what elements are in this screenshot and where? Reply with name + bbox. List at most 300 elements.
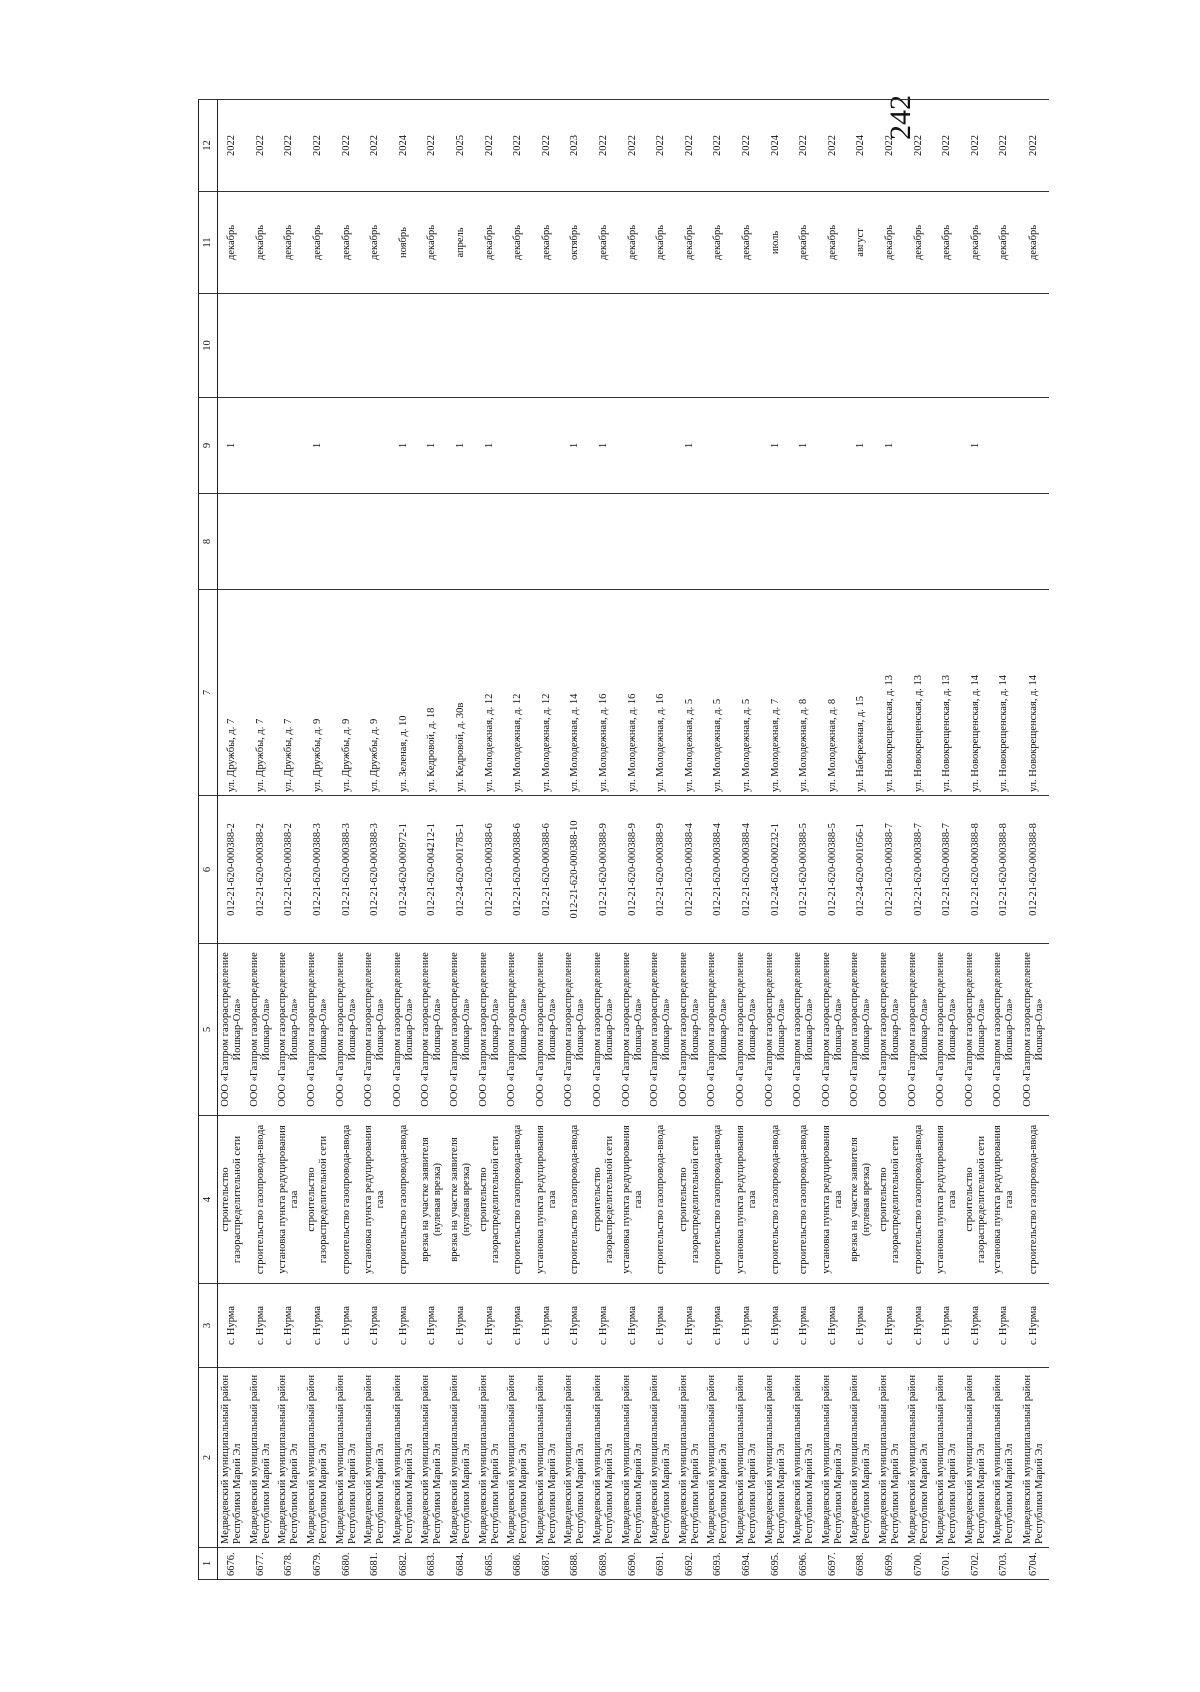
code-cell: 012-21-620-000388-3: [361, 796, 390, 944]
row-number: 6683.: [418, 1548, 447, 1580]
column-9-cell: 1: [475, 398, 504, 494]
table-row: [676, 100, 705, 1580]
column-8-cell: [647, 494, 676, 590]
organization-cell: ООО «Газпром газораспределение Йошкар-Ола»: [247, 944, 276, 1116]
column-9-cell: 1: [790, 398, 819, 494]
address-cell: ул. Новокрещенская, д. 14: [961, 590, 990, 796]
code-cell: 012-21-620-000388-10: [561, 796, 590, 944]
column-10-cell: [818, 294, 847, 398]
year-cell: 2022: [733, 100, 762, 192]
column-9-cell: [818, 398, 847, 494]
row-number: 6694.: [733, 1548, 762, 1580]
settlement-cell: с. Нурма: [218, 1284, 247, 1368]
address-cell: ул. Молодежная, д. 14: [561, 590, 590, 796]
column-header: 7: [199, 590, 218, 796]
row-number: 6693.: [704, 1548, 733, 1580]
column-10-cell: [332, 294, 361, 398]
month-cell: декабрь: [475, 192, 504, 294]
column-9-cell: 1: [590, 398, 619, 494]
column-10-cell: [361, 294, 390, 398]
table-row: [847, 100, 876, 1580]
month-cell: декабрь: [304, 192, 333, 294]
column-10-cell: [676, 294, 705, 398]
month-cell: декабрь: [733, 192, 762, 294]
year-cell: 2024: [761, 100, 790, 192]
row-number: 6689.: [590, 1548, 619, 1580]
column-8-cell: [561, 494, 590, 590]
organization-cell: ООО «Газпром газораспределение Йошкар-Ола»: [676, 944, 705, 1116]
organization-cell: ООО «Газпром газораспределение Йошкар-Ола»: [418, 944, 447, 1116]
organization-cell: ООО «Газпром газораспределение Йошкар-Ола»: [332, 944, 361, 1116]
address-cell: ул. Дружбы, д. 9: [361, 590, 390, 796]
row-number: 6700.: [904, 1548, 933, 1580]
organization-cell: ООО «Газпром газораспределение Йошкар-Ола»: [933, 944, 962, 1116]
table-row: [990, 100, 1019, 1580]
address-cell: ул. Кедровой, д. 18: [418, 590, 447, 796]
year-cell: 2022: [504, 100, 533, 192]
row-number: 6687.: [533, 1548, 562, 1580]
organization-cell: ООО «Газпром газораспределение Йошкар-Ола»: [590, 944, 619, 1116]
column-8-cell: [390, 494, 419, 590]
table-row: [761, 100, 790, 1580]
column-8-cell: [933, 494, 962, 590]
table-row: [361, 100, 390, 1580]
work-type-cell: строительство газопровода-ввода: [332, 1116, 361, 1284]
work-type-cell: установка пункта редуцирования газа: [933, 1116, 962, 1284]
row-number: 6697.: [818, 1548, 847, 1580]
column-9-cell: 1: [390, 398, 419, 494]
address-cell: ул. Новокрещенская, д. 14: [990, 590, 1019, 796]
year-cell: 2022: [247, 100, 276, 192]
month-cell: декабрь: [504, 192, 533, 294]
year-cell: 2022: [704, 100, 733, 192]
column-10-cell: [304, 294, 333, 398]
address-cell: ул. Молодежная, д. 12: [504, 590, 533, 796]
column-8-cell: [904, 494, 933, 590]
year-cell: 2022: [475, 100, 504, 192]
district-cell: Медведевский муниципальный район Республики Марий Эл: [561, 1368, 590, 1548]
organization-cell: ООО «Газпром газораспределение Йошкар-Ола»: [304, 944, 333, 1116]
column-9-cell: 1: [418, 398, 447, 494]
column-9-cell: [733, 398, 762, 494]
year-cell: 2022: [876, 100, 905, 192]
row-number: 6690.: [618, 1548, 647, 1580]
code-cell: 012-21-620-000388-6: [533, 796, 562, 944]
month-cell: декабрь: [818, 192, 847, 294]
column-10-cell: [876, 294, 905, 398]
row-number: 6685.: [475, 1548, 504, 1580]
address-cell: ул. Дружбы, д. 7: [218, 590, 247, 796]
code-cell: 012-21-620-000388-8: [961, 796, 990, 944]
column-8-cell: [332, 494, 361, 590]
year-cell: 2022: [647, 100, 676, 192]
row-number: 6699.: [876, 1548, 905, 1580]
column-8-cell: [818, 494, 847, 590]
district-cell: Медведевский муниципальный район Республики Марий Эл: [447, 1368, 476, 1548]
district-cell: Медведевский муниципальный район Республики Марий Эл: [990, 1368, 1019, 1548]
settlement-cell: с. Нурма: [761, 1284, 790, 1368]
year-cell: 2022: [904, 100, 933, 192]
year-cell: 2022: [818, 100, 847, 192]
month-cell: декабрь: [218, 192, 247, 294]
column-8-cell: [876, 494, 905, 590]
table-row: [1019, 100, 1049, 1580]
table-row: [590, 100, 619, 1580]
column-8-cell: [618, 494, 647, 590]
district-cell: Медведевский муниципальный район Республики Марий Эл: [647, 1368, 676, 1548]
year-cell: 2025: [447, 100, 476, 192]
work-type-cell: врезка на участке заявителя (нулевая врезка): [847, 1116, 876, 1284]
column-10-cell: [704, 294, 733, 398]
year-cell: 2023: [561, 100, 590, 192]
address-cell: ул. Молодежная, д. 7: [761, 590, 790, 796]
column-9-cell: 1: [876, 398, 905, 494]
district-cell: Медведевский муниципальный район Республики Марий Эл: [818, 1368, 847, 1548]
organization-cell: ООО «Газпром газораспределение Йошкар-Ола»: [761, 944, 790, 1116]
column-8-cell: [533, 494, 562, 590]
column-header: 5: [199, 944, 218, 1116]
address-cell: ул. Молодежная, д. 5: [733, 590, 762, 796]
address-cell: ул. Новокрещенская, д. 13: [904, 590, 933, 796]
month-cell: декабрь: [275, 192, 304, 294]
column-8-cell: [218, 494, 247, 590]
column-8-cell: [847, 494, 876, 590]
table-row: [332, 100, 361, 1580]
work-type-cell: строительство газораспределительной сети: [590, 1116, 619, 1284]
district-cell: Медведевский муниципальный район Республики Марий Эл: [761, 1368, 790, 1548]
column-9-cell: [247, 398, 276, 494]
column-10-cell: [618, 294, 647, 398]
settlement-cell: с. Нурма: [332, 1284, 361, 1368]
code-cell: 012-24-620-001785-1: [447, 796, 476, 944]
settlement-cell: с. Нурма: [475, 1284, 504, 1368]
column-8-cell: [361, 494, 390, 590]
column-10-cell: [218, 294, 247, 398]
address-cell: ул. Молодежная, д. 5: [676, 590, 705, 796]
code-cell: 012-21-620-000388-9: [647, 796, 676, 944]
settlement-cell: с. Нурма: [618, 1284, 647, 1368]
district-cell: Медведевский муниципальный район Республики Марий Эл: [275, 1368, 304, 1548]
work-type-cell: строительство газопровода-ввода: [904, 1116, 933, 1284]
address-cell: ул. Молодежная, д. 8: [818, 590, 847, 796]
settlement-cell: с. Нурма: [390, 1284, 419, 1368]
settlement-cell: с. Нурма: [647, 1284, 676, 1368]
month-cell: декабрь: [961, 192, 990, 294]
table-row: [218, 100, 247, 1580]
organization-cell: ООО «Газпром газораспределение Йошкар-Ола»: [647, 944, 676, 1116]
column-8-cell: [475, 494, 504, 590]
organization-cell: ООО «Газпром газораспределение Йошкар-Ола»: [847, 944, 876, 1116]
column-9-cell: [1019, 398, 1049, 494]
row-number: 6678.: [275, 1548, 304, 1580]
address-cell: ул. Набережная, д. 15: [847, 590, 876, 796]
work-type-cell: строительство газопровода-ввода: [647, 1116, 676, 1284]
code-cell: 012-21-620-000388-4: [733, 796, 762, 944]
code-cell: 012-21-620-000388-8: [1019, 796, 1049, 944]
work-type-cell: врезка на участке заявителя (нулевая врезка): [418, 1116, 447, 1284]
month-cell: апрель: [447, 192, 476, 294]
month-cell: декабрь: [876, 192, 905, 294]
settlement-cell: с. Нурма: [1019, 1284, 1049, 1368]
code-cell: 012-21-620-000388-4: [676, 796, 705, 944]
district-cell: Медведевский муниципальный район Республики Марий Эл: [475, 1368, 504, 1548]
column-8-cell: [504, 494, 533, 590]
column-header: 11: [199, 192, 218, 294]
month-cell: декабрь: [904, 192, 933, 294]
district-cell: Медведевский муниципальный район Республики Марий Эл: [1019, 1368, 1049, 1548]
year-cell: 2024: [847, 100, 876, 192]
column-8-cell: [676, 494, 705, 590]
district-cell: Медведевский муниципальный район Республики Марий Эл: [504, 1368, 533, 1548]
table-row: [790, 100, 819, 1580]
work-type-cell: строительство газораспределительной сети: [304, 1116, 333, 1284]
month-cell: июль: [761, 192, 790, 294]
address-cell: ул. Новокрещенская, д. 13: [933, 590, 962, 796]
month-cell: декабрь: [647, 192, 676, 294]
table-row: [447, 100, 476, 1580]
row-number: 6703.: [990, 1548, 1019, 1580]
code-cell: 012-21-620-000388-7: [904, 796, 933, 944]
row-number: 6680.: [332, 1548, 361, 1580]
month-cell: декабрь: [704, 192, 733, 294]
column-10-cell: [961, 294, 990, 398]
address-cell: ул. Дружбы, д. 9: [304, 590, 333, 796]
code-cell: 012-24-620-001056-1: [847, 796, 876, 944]
column-8-cell: [247, 494, 276, 590]
column-10-cell: [504, 294, 533, 398]
organization-cell: ООО «Газпром газораспределение Йошкар-Ола»: [361, 944, 390, 1116]
settlement-cell: с. Нурма: [818, 1284, 847, 1368]
settlement-cell: с. Нурма: [933, 1284, 962, 1368]
table-row: [504, 100, 533, 1580]
code-cell: 012-21-620-000388-7: [876, 796, 905, 944]
organization-cell: ООО «Газпром газораспределение Йошкар-Ола»: [218, 944, 247, 1116]
year-cell: 2022: [790, 100, 819, 192]
district-cell: Медведевский муниципальный район Республики Марий Эл: [304, 1368, 333, 1548]
month-cell: ноябрь: [390, 192, 419, 294]
table-row: [733, 100, 762, 1580]
row-number: 6695.: [761, 1548, 790, 1580]
column-9-cell: 1: [761, 398, 790, 494]
month-cell: декабрь: [533, 192, 562, 294]
month-cell: октябрь: [561, 192, 590, 294]
work-type-cell: строительство газопровода-ввода: [761, 1116, 790, 1284]
district-cell: Медведевский муниципальный район Республики Марий Эл: [247, 1368, 276, 1548]
code-cell: 012-21-620-000388-2: [218, 796, 247, 944]
column-number-row: [199, 100, 218, 1580]
organization-cell: ООО «Газпром газораспределение Йошкар-Ола»: [904, 944, 933, 1116]
year-cell: 2022: [361, 100, 390, 192]
address-cell: ул. Зеленая, д. 10: [390, 590, 419, 796]
district-cell: Медведевский муниципальный район Республики Марий Эл: [876, 1368, 905, 1548]
table-row: [475, 100, 504, 1580]
work-type-cell: строительство газораспределительной сети: [876, 1116, 905, 1284]
month-cell: декабрь: [247, 192, 276, 294]
column-8-cell: [447, 494, 476, 590]
district-cell: Медведевский муниципальный район Республики Марий Эл: [961, 1368, 990, 1548]
year-cell: 2022: [275, 100, 304, 192]
organization-cell: ООО «Газпром газораспределение Йошкар-Ола»: [876, 944, 905, 1116]
settlement-cell: с. Нурма: [704, 1284, 733, 1368]
column-8-cell: [990, 494, 1019, 590]
row-number: 6696.: [790, 1548, 819, 1580]
year-cell: 2022: [418, 100, 447, 192]
column-9-cell: 1: [447, 398, 476, 494]
month-cell: декабрь: [332, 192, 361, 294]
organization-cell: ООО «Газпром газораспределение Йошкар-Ола»: [447, 944, 476, 1116]
work-type-cell: установка пункта редуцирования газа: [533, 1116, 562, 1284]
organization-cell: ООО «Газпром газораспределение Йошкар-Ола»: [733, 944, 762, 1116]
table-row: [390, 100, 419, 1580]
column-9-cell: [361, 398, 390, 494]
column-8-cell: [961, 494, 990, 590]
column-9-cell: [933, 398, 962, 494]
table-row: [818, 100, 847, 1580]
code-cell: 012-21-620-000388-6: [504, 796, 533, 944]
code-cell: 012-21-620-000388-9: [590, 796, 619, 944]
settlement-cell: с. Нурма: [847, 1284, 876, 1368]
row-number: 6676.: [218, 1548, 247, 1580]
column-10-cell: [990, 294, 1019, 398]
address-cell: ул. Молодежная, д. 5: [704, 590, 733, 796]
month-cell: декабрь: [790, 192, 819, 294]
work-type-cell: установка пункта редуцирования газа: [818, 1116, 847, 1284]
address-cell: ул. Молодежная, д. 8: [790, 590, 819, 796]
district-cell: Медведевский муниципальный район Республики Марий Эл: [847, 1368, 876, 1548]
row-number: 6681.: [361, 1548, 390, 1580]
work-type-cell: строительство газопровода-ввода: [247, 1116, 276, 1284]
column-10-cell: [847, 294, 876, 398]
column-8-cell: [704, 494, 733, 590]
district-cell: Медведевский муниципальный район Республики Марий Эл: [904, 1368, 933, 1548]
column-9-cell: [618, 398, 647, 494]
table-row: [275, 100, 304, 1580]
column-10-cell: [390, 294, 419, 398]
organization-cell: ООО «Газпром газораспределение Йошкар-Ола»: [533, 944, 562, 1116]
column-header: 2: [199, 1368, 218, 1548]
district-cell: Медведевский муниципальный район Республики Марий Эл: [790, 1368, 819, 1548]
code-cell: 012-21-620-000388-8: [990, 796, 1019, 944]
district-cell: Медведевский муниципальный район Республики Марий Эл: [676, 1368, 705, 1548]
address-cell: ул. Новокрещенская, д. 14: [1019, 590, 1049, 796]
row-number: 6702.: [961, 1548, 990, 1580]
settlement-cell: с. Нурма: [590, 1284, 619, 1368]
code-cell: 012-21-620-000388-7: [933, 796, 962, 944]
column-9-cell: [275, 398, 304, 494]
column-8-cell: [790, 494, 819, 590]
column-10-cell: [533, 294, 562, 398]
row-number: 6691.: [647, 1548, 676, 1580]
work-type-cell: установка пункта редуцирования газа: [618, 1116, 647, 1284]
table-row: [618, 100, 647, 1580]
code-cell: 012-24-620-000232-1: [761, 796, 790, 944]
district-cell: Медведевский муниципальный район Республики Марий Эл: [590, 1368, 619, 1548]
column-8-cell: [418, 494, 447, 590]
work-type-cell: строительство газопровода-ввода: [504, 1116, 533, 1284]
settlement-cell: с. Нурма: [533, 1284, 562, 1368]
code-cell: 012-21-620-000388-6: [475, 796, 504, 944]
work-type-cell: строительство газораспределительной сети: [676, 1116, 705, 1284]
column-9-cell: [990, 398, 1019, 494]
district-cell: Медведевский муниципальный район Республики Марий Эл: [533, 1368, 562, 1548]
organization-cell: ООО «Газпром газораспределение Йошкар-Ола»: [1019, 944, 1049, 1116]
district-cell: Медведевский муниципальный район Республики Марий Эл: [704, 1368, 733, 1548]
table-row: [561, 100, 590, 1580]
column-header: 8: [199, 494, 218, 590]
settlement-cell: с. Нурма: [733, 1284, 762, 1368]
column-header: 10: [199, 294, 218, 398]
column-8-cell: [304, 494, 333, 590]
address-cell: ул. Дружбы, д. 7: [247, 590, 276, 796]
table-row: [904, 100, 933, 1580]
column-8-cell: [733, 494, 762, 590]
address-cell: ул. Молодежная, д. 16: [590, 590, 619, 796]
column-8-cell: [590, 494, 619, 590]
settlement-cell: с. Нурма: [418, 1284, 447, 1368]
settlement-cell: с. Нурма: [676, 1284, 705, 1368]
work-type-cell: установка пункта редуцирования газа: [361, 1116, 390, 1284]
district-cell: Медведевский муниципальный район Республики Марий Эл: [390, 1368, 419, 1548]
column-9-cell: [504, 398, 533, 494]
code-cell: 012-21-620-000388-9: [618, 796, 647, 944]
organization-cell: ООО «Газпром газораспределение Йошкар-Ола»: [390, 944, 419, 1116]
row-number: 6698.: [847, 1548, 876, 1580]
organization-cell: ООО «Газпром газораспределение Йошкар-Ола»: [504, 944, 533, 1116]
year-cell: 2022: [332, 100, 361, 192]
address-cell: ул. Новокрещенская, д. 13: [876, 590, 905, 796]
work-type-cell: строительство газопровода-ввода: [1019, 1116, 1049, 1284]
row-number: 6679.: [304, 1548, 333, 1580]
organization-cell: ООО «Газпром газораспределение Йошкар-Ола»: [990, 944, 1019, 1116]
year-cell: 2022: [533, 100, 562, 192]
code-cell: 012-21-620-000388-3: [304, 796, 333, 944]
address-cell: ул. Молодежная, д. 16: [618, 590, 647, 796]
year-cell: 2022: [590, 100, 619, 192]
settlement-cell: с. Нурма: [361, 1284, 390, 1368]
column-10-cell: [561, 294, 590, 398]
column-header: 9: [199, 398, 218, 494]
month-cell: декабрь: [618, 192, 647, 294]
row-number: 6682.: [390, 1548, 419, 1580]
organization-cell: ООО «Газпром газораспределение Йошкар-Ола»: [961, 944, 990, 1116]
column-10-cell: [647, 294, 676, 398]
column-10-cell: [418, 294, 447, 398]
column-10-cell: [733, 294, 762, 398]
month-cell: август: [847, 192, 876, 294]
column-10-cell: [275, 294, 304, 398]
column-9-cell: 1: [561, 398, 590, 494]
table-row: [247, 100, 276, 1580]
work-type-cell: врезка на участке заявителя (нулевая врезка): [447, 1116, 476, 1284]
work-type-cell: установка пункта редуцирования газа: [733, 1116, 762, 1284]
district-cell: Медведевский муниципальный район Республики Марий Эл: [733, 1368, 762, 1548]
row-number: 6704.: [1019, 1548, 1049, 1580]
column-9-cell: 1: [847, 398, 876, 494]
register-table-sheet: [198, 100, 1045, 1580]
row-number: 6688.: [561, 1548, 590, 1580]
column-9-cell: [647, 398, 676, 494]
work-type-cell: строительство газопровода-ввода: [390, 1116, 419, 1284]
district-cell: Медведевский муниципальный район Республики Марий Эл: [218, 1368, 247, 1548]
work-type-cell: строительство газораспределительной сети: [475, 1116, 504, 1284]
column-8-cell: [275, 494, 304, 590]
column-9-cell: 1: [218, 398, 247, 494]
code-cell: 012-24-620-000972-1: [390, 796, 419, 944]
organization-cell: ООО «Газпром газораспределение Йошкар-Ола»: [790, 944, 819, 1116]
register-table: [198, 99, 1049, 1580]
work-type-cell: строительство газопровода-ввода: [790, 1116, 819, 1284]
column-9-cell: [904, 398, 933, 494]
